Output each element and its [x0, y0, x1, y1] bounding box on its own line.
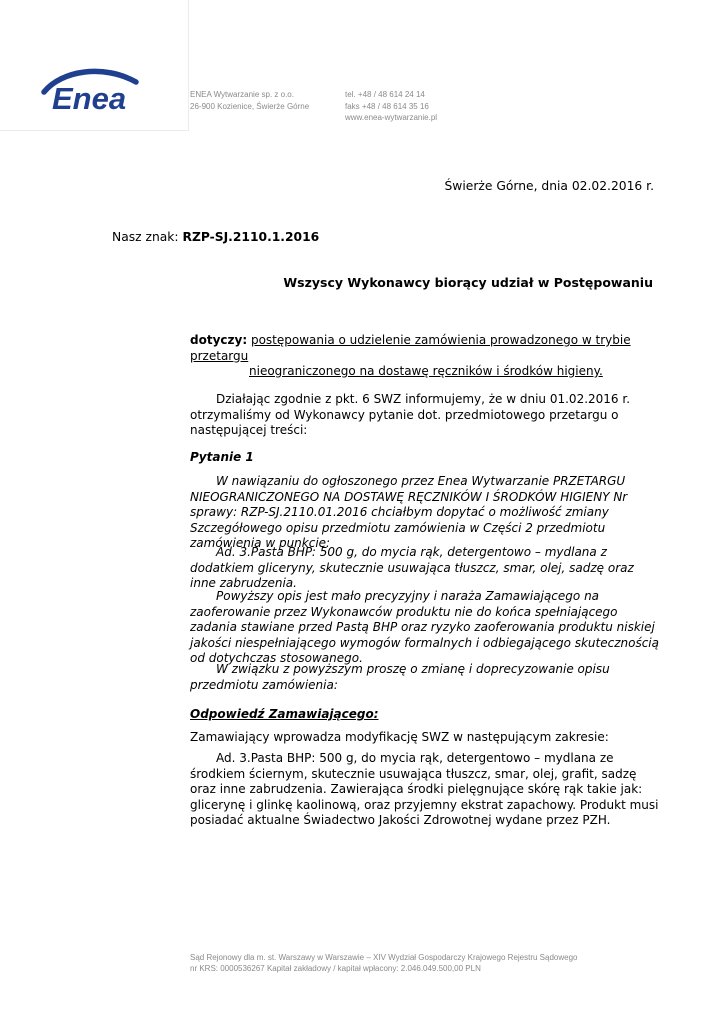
- question-paragraph-1: W nawiązaniu do ogłoszonego przez Enea Wytwarzanie PRZETARGU NIEOGRANICZONEGO NA DOSTAWĘ RĘCZNIKÓW I ŚRODKÓW HIGIENY Nr sprawy: RZP-SJ.2110.01.2016 chciałbym dopytać o możliwość zmiany Szczegółowego opisu przedmiotu zamówienia w Części 2 przedmiotu zamówienia w punkcie:: [190, 474, 628, 550]
- fax-number: faks +48 / 48 614 35 16: [345, 101, 429, 111]
- regarding-subject-line1: postępowania o udzielenie zamówienia prowadzonego w trybie przetargu: [190, 333, 631, 363]
- reference-label: Nasz znak:: [112, 230, 183, 244]
- enea-logo: [0, 0, 188, 130]
- regarding-label: dotyczy:: [190, 333, 248, 347]
- letter-date: Świerże Górne, dnia 02.02.2016 r.: [444, 179, 654, 193]
- answer-paragraph-2: Ad. 3.Pasta BHP: 500 g, do mycia rąk, detergentowo – mydlana ze środkiem ściernym, skutecznie usuwająca tłuszcz, smar, olej, grafit, sadzę oraz inne zabrudzenia. Zawierająca środki pielęgnujące skórę rąk takie jak: glicerynę i glinkę kaolinową, oraz przyjemny ekstrat zapachowy. Produkt musi posiadać aktualne Świadectwo Jakości Zdrowotnej wydane przez PZH.: [190, 751, 659, 827]
- question-paragraph-3: Powyższy opis jest mało precyzyjny i naraża Zamawiającego na zaoferowanie przez Wykonawców produktu nie do końca spełniającego zadania stawiane przed Pastą BHP oraz ryzyko zaoferowania produktu niskiej jakości niespełniającego wymogów formalnych i odbiegającego skutecznością od dotychczas stosowanego.: [190, 589, 659, 665]
- page-footer: [190, 952, 578, 974]
- reference-number: [112, 230, 319, 244]
- logo-area: [0, 0, 189, 131]
- footer-krs-line: nr KRS: 0000536267 Kapitał zakładowy / kapitał wpłacony: 2.046.049.500,00 PLN: [190, 964, 481, 973]
- question-paragraph-2: Ad. 3.Pasta BHP: 500 g, do mycia rąk, detergentowo – mydlana z dodatkiem gliceryny, skutecznie usuwająca tłuszcz, smar, olej, sadzę oraz inne zabrudzenia.: [190, 545, 634, 590]
- footer-court-line: Sąd Rejonowy dla m. st. Warszawy w Warszawie – XIV Wydział Gospodarczy Krajowego Rejestru Sądowego: [190, 953, 578, 962]
- website-link[interactable]: www.enea-wytwarzanie.pl: [345, 113, 438, 122]
- company-location: 26-900 Kozienice, Świerże Górne: [190, 101, 310, 111]
- company-address: [190, 89, 309, 112]
- company-contact: [345, 89, 437, 124]
- question-paragraph-4: W związku z powyższym proszę o zmianę i doprecyzowanie opisu przedmiotu zamówienia:: [190, 662, 610, 692]
- reference-value: RZP-SJ.2110.1.2016: [182, 230, 320, 244]
- logo-text: Enea: [52, 81, 127, 116]
- company-name: ENEA Wytwarzanie sp. z o.o.: [190, 90, 294, 99]
- answer-heading: Odpowiedź Zamawiającego:: [190, 707, 379, 721]
- intro-paragraph: Działając zgodnie z pkt. 6 SWZ informujemy, że w dniu 01.02.2016 r. otrzymaliśmy od Wykonawcy pytanie dot. przedmiotowego przetargu o następującej treści:: [190, 392, 631, 437]
- question-heading: Pytanie 1: [190, 450, 254, 464]
- answer-paragraph-1: Zamawiający wprowadza modyfikację SWZ w następującym zakresie:: [190, 730, 609, 744]
- recipients-line: Wszyscy Wykonawcy biorący udział w Postępowaniu: [283, 275, 653, 290]
- phone-number: tel. +48 / 48 614 24 14: [345, 90, 425, 99]
- regarding-subject-line2: nieograniczonego na dostawę ręczników i środków higieny.: [249, 364, 603, 378]
- regarding-block: [190, 333, 660, 380]
